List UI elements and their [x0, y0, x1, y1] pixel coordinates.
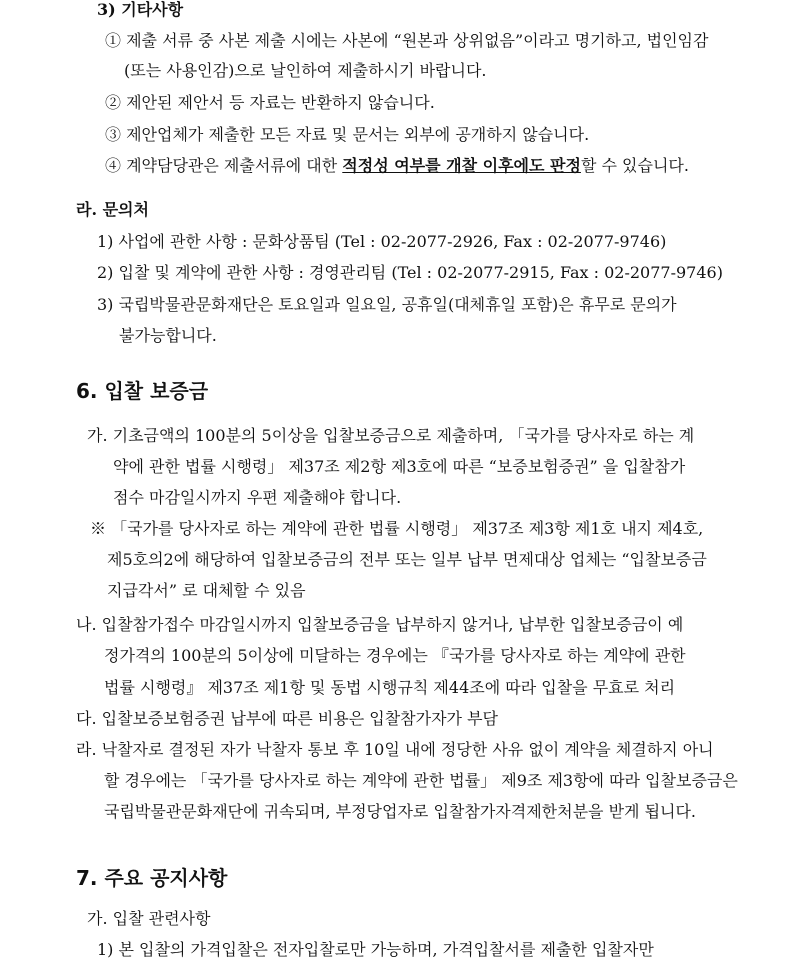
subsection-heading: 가. 입찰 관련사항 [87, 909, 211, 928]
list-item-text: 할 수 있습니다. [580, 156, 689, 175]
note-line: 지급각서” 로 대체할 수 있음 [107, 581, 306, 600]
contact-item: 2) 입찰 및 계약에 관한 사항 : 경영관리팀 (Tel : 02-2077-2915, Fax : 02-2077-9746) [97, 263, 723, 282]
list-item: ② 제안된 제안서 등 자료는 반환하지 않습니다. [105, 93, 435, 112]
contact-item: 3) 국립박물관문화재단은 토요일과 일요일, 공휴일(대체휴일 포함)은 휴무로 문의가 [97, 295, 677, 314]
paragraph-line: 점수 마감일시까지 우편 제출해야 합니다. [113, 488, 402, 507]
contact-item: 1) 사업에 관한 사항 : 문화상품팀 (Tel : 02-2077-2926, Fax : 02-2077-9746) [97, 232, 667, 251]
subsection-title: 3) 기타사항 [97, 0, 184, 19]
paragraph-line: 라. 낙찰자로 결정된 자가 낙찰자 통보 후 10일 내에 정당한 사유 없이 계약을 체결하지 아니 [76, 740, 714, 759]
list-item-text: ④ 계약담당관은 제출서류에 대한 [105, 156, 343, 175]
paragraph-line: 법률 시행령』 제37조 제1항 및 동법 시행규칙 제44조에 따라 입찰을 무효로 처리 [104, 678, 676, 697]
paragraph-line: 나. 입찰참가접수 마감일시까지 입찰보증금을 납부하지 않거나, 납부한 입찰보증금이 예 [76, 615, 684, 634]
paragraph-line: 정가격의 100분의 5이상에 미달하는 경우에는 『국가를 당사자로 하는 계약에 관한 [104, 646, 686, 665]
paragraph-line: 1) 본 입찰의 가격입찰은 전자입찰로만 가능하며, 가격입찰서를 제출한 입찰자만 [97, 940, 654, 959]
paragraph-line: 가. 기초금액의 100분의 5이상을 입찰보증금으로 제출하며, 「국가를 당사자로 하는 계 [87, 426, 695, 445]
paragraph-line: 다. 입찰보증보험증권 납부에 따른 비용은 입찰참가자가 부담 [76, 709, 499, 728]
emphasis-text: 적정성 여부를 개찰 이후에도 판정 [342, 156, 581, 175]
section-title: 6. 입찰 보증금 [76, 379, 209, 403]
paragraph-line: 국립박물관문화재단에 귀속되며, 부정당업자로 입찰참가자격제한처분을 받게 됩니다. [104, 802, 697, 821]
list-item [105, 155, 689, 177]
contact-heading: 라. 문의처 [76, 200, 149, 219]
paragraph-line: 할 경우에는 「국가를 당사자로 하는 계약에 관한 법률」 제9조 제3항에 따라 입찰보증금은 [104, 771, 738, 790]
paragraph-line: 약에 관한 법률 시행령」 제37조 제2항 제3호에 따른 “보증보험증권” 을 입찰참가 [113, 457, 686, 476]
note-line: ※ 「국가를 당사자로 하는 계약에 관한 법률 시행령」 제37조 제3항 제1호 내지 제4호, [90, 519, 704, 538]
list-item: ③ 제안업체가 제출한 모든 자료 및 문서는 외부에 공개하지 않습니다. [105, 125, 590, 144]
list-item-continuation: (또는 사용인감)으로 날인하여 제출하시기 바랍니다. [124, 61, 487, 80]
note-line: 제5호의2에 해당하여 입찰보증금의 전부 또는 일부 납부 면제대상 업체는 “입찰보증금 [107, 550, 707, 569]
section-title: 7. 주요 공지사항 [76, 866, 228, 890]
list-item: ① 제출 서류 중 사본 제출 시에는 사본에 “원본과 상위없음”이라고 명기하고, 법인임감 [105, 31, 709, 50]
contact-item-continuation: 불가능합니다. [119, 326, 217, 345]
